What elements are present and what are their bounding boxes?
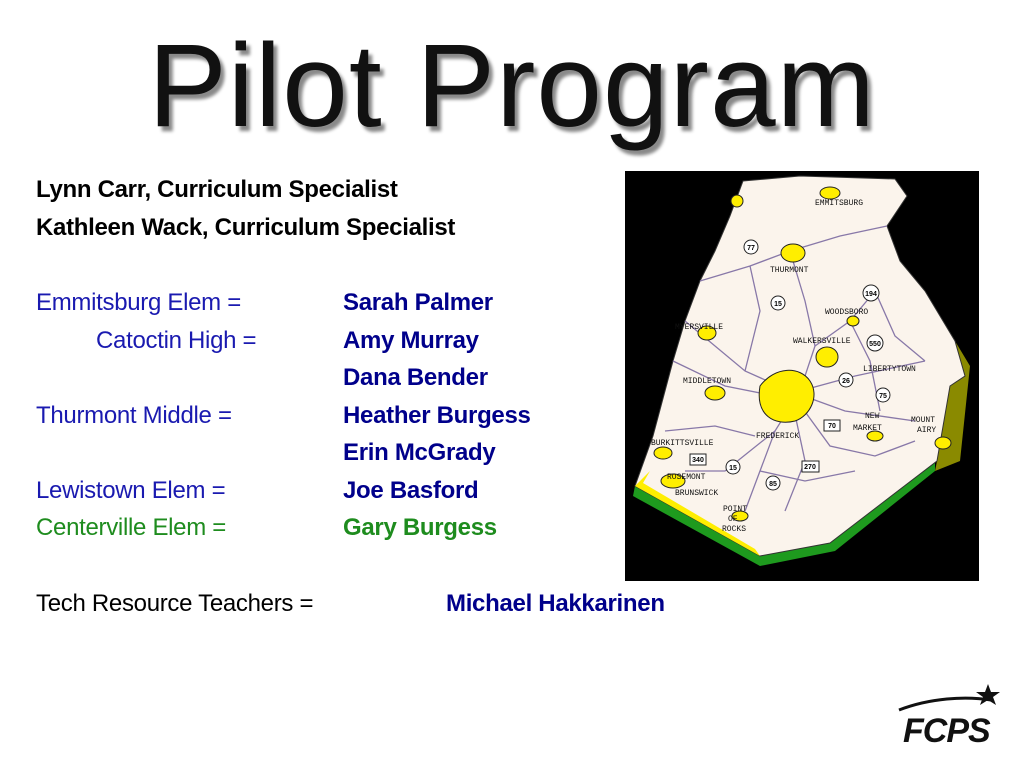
label-new: NEW — [865, 412, 880, 421]
route-26-shield — [839, 373, 853, 387]
route-340-shield — [690, 454, 706, 465]
tech-resource-label: Tech Resource Teachers = — [36, 590, 314, 617]
teacher-gary-burgess: Gary Burgess — [343, 514, 497, 541]
logo-swoosh — [899, 698, 991, 710]
label-thurmont: THURMONT — [770, 266, 809, 275]
fcps-logo-graphic — [895, 680, 1005, 750]
label-mount: MOUNT — [911, 416, 936, 425]
town-frederick — [759, 370, 814, 422]
teacher-sarah-palmer: Sarah Palmer — [343, 289, 493, 316]
label-airy: AIRY — [917, 426, 937, 435]
label-libertytown: LIBERTYTOWN — [863, 365, 916, 374]
label-point: POINT — [723, 505, 748, 514]
tech-resource-teacher: Michael Hakkarinen — [446, 590, 665, 617]
school-emmitsburg: Emmitsburg Elem = — [36, 289, 241, 316]
school-thurmont-middle: Thurmont Middle = — [36, 402, 232, 429]
teacher-amy-murray: Amy Murray — [343, 327, 479, 354]
county-map-graphic — [625, 171, 979, 581]
route-15-north-shield — [771, 296, 785, 310]
svg-text:26: 26 — [842, 378, 850, 385]
teacher-heather-burgess: Heather Burgess — [343, 402, 531, 429]
school-centerville: Centerville Elem = — [36, 514, 227, 541]
label-frederick: FREDERICK — [756, 432, 800, 441]
svg-text:270: 270 — [804, 464, 816, 471]
svg-text:15: 15 — [774, 301, 782, 308]
label-rosemont: ROSEMONT — [667, 473, 706, 482]
label-emmitsburg: EMMITSBURG — [815, 199, 864, 208]
town-burkittsville — [654, 447, 672, 459]
route-70-shield — [824, 420, 840, 431]
svg-text:550: 550 — [869, 341, 881, 348]
route-194-shield — [863, 285, 879, 301]
town-north-blob — [731, 195, 743, 207]
town-emmitsburg — [820, 187, 840, 199]
teacher-dana-bender: Dana Bender — [343, 364, 488, 391]
label-rocks: ROCKS — [722, 525, 747, 534]
route-85-shield — [766, 476, 780, 490]
teacher-erin-mcgrady: Erin McGrady — [343, 439, 496, 466]
route-550-shield — [867, 335, 883, 351]
specialist-1: Lynn Carr, Curriculum Specialist — [36, 176, 398, 203]
town-walkersville — [816, 347, 838, 367]
specialist-2: Kathleen Wack, Curriculum Specialist — [36, 214, 456, 241]
route-75-shield — [876, 388, 890, 402]
school-catoctin: Catoctin High = — [96, 327, 257, 354]
svg-text:15: 15 — [729, 465, 737, 472]
label-walkersville: WALKERSVILLE — [793, 337, 851, 346]
label-burkittsville: BURKITTSVILLE — [651, 439, 714, 448]
label-middletown: MIDDLETOWN — [683, 377, 732, 386]
label-market: MARKET — [853, 424, 882, 433]
svg-text:194: 194 — [865, 291, 877, 298]
svg-text:85: 85 — [769, 481, 777, 488]
label-of: OF — [728, 515, 738, 524]
svg-text:77: 77 — [747, 245, 755, 252]
town-middletown — [705, 386, 725, 400]
svg-text:70: 70 — [828, 423, 836, 430]
teacher-joe-basford: Joe Basford — [343, 477, 479, 504]
logo-text: FCPS — [903, 712, 990, 750]
star-icon — [976, 684, 1000, 705]
fcps-logo — [895, 680, 1005, 750]
label-brunswick: BRUNSWICK — [675, 489, 719, 498]
town-thurmont — [781, 244, 805, 262]
svg-text:340: 340 — [692, 457, 704, 464]
svg-text:75: 75 — [879, 393, 887, 400]
label-myersville: MYERSVILLE — [675, 323, 724, 332]
county-map — [625, 171, 979, 581]
route-270-shield — [802, 461, 819, 472]
town-mount-airy — [935, 437, 951, 449]
slide-title: Pilot Program — [148, 20, 876, 152]
route-15-south-shield — [726, 460, 740, 474]
route-77-shield — [744, 240, 758, 254]
label-woodsboro: WOODSBORO — [825, 308, 869, 317]
town-woodsboro — [847, 316, 859, 326]
school-lewistown: Lewistown Elem = — [36, 477, 226, 504]
